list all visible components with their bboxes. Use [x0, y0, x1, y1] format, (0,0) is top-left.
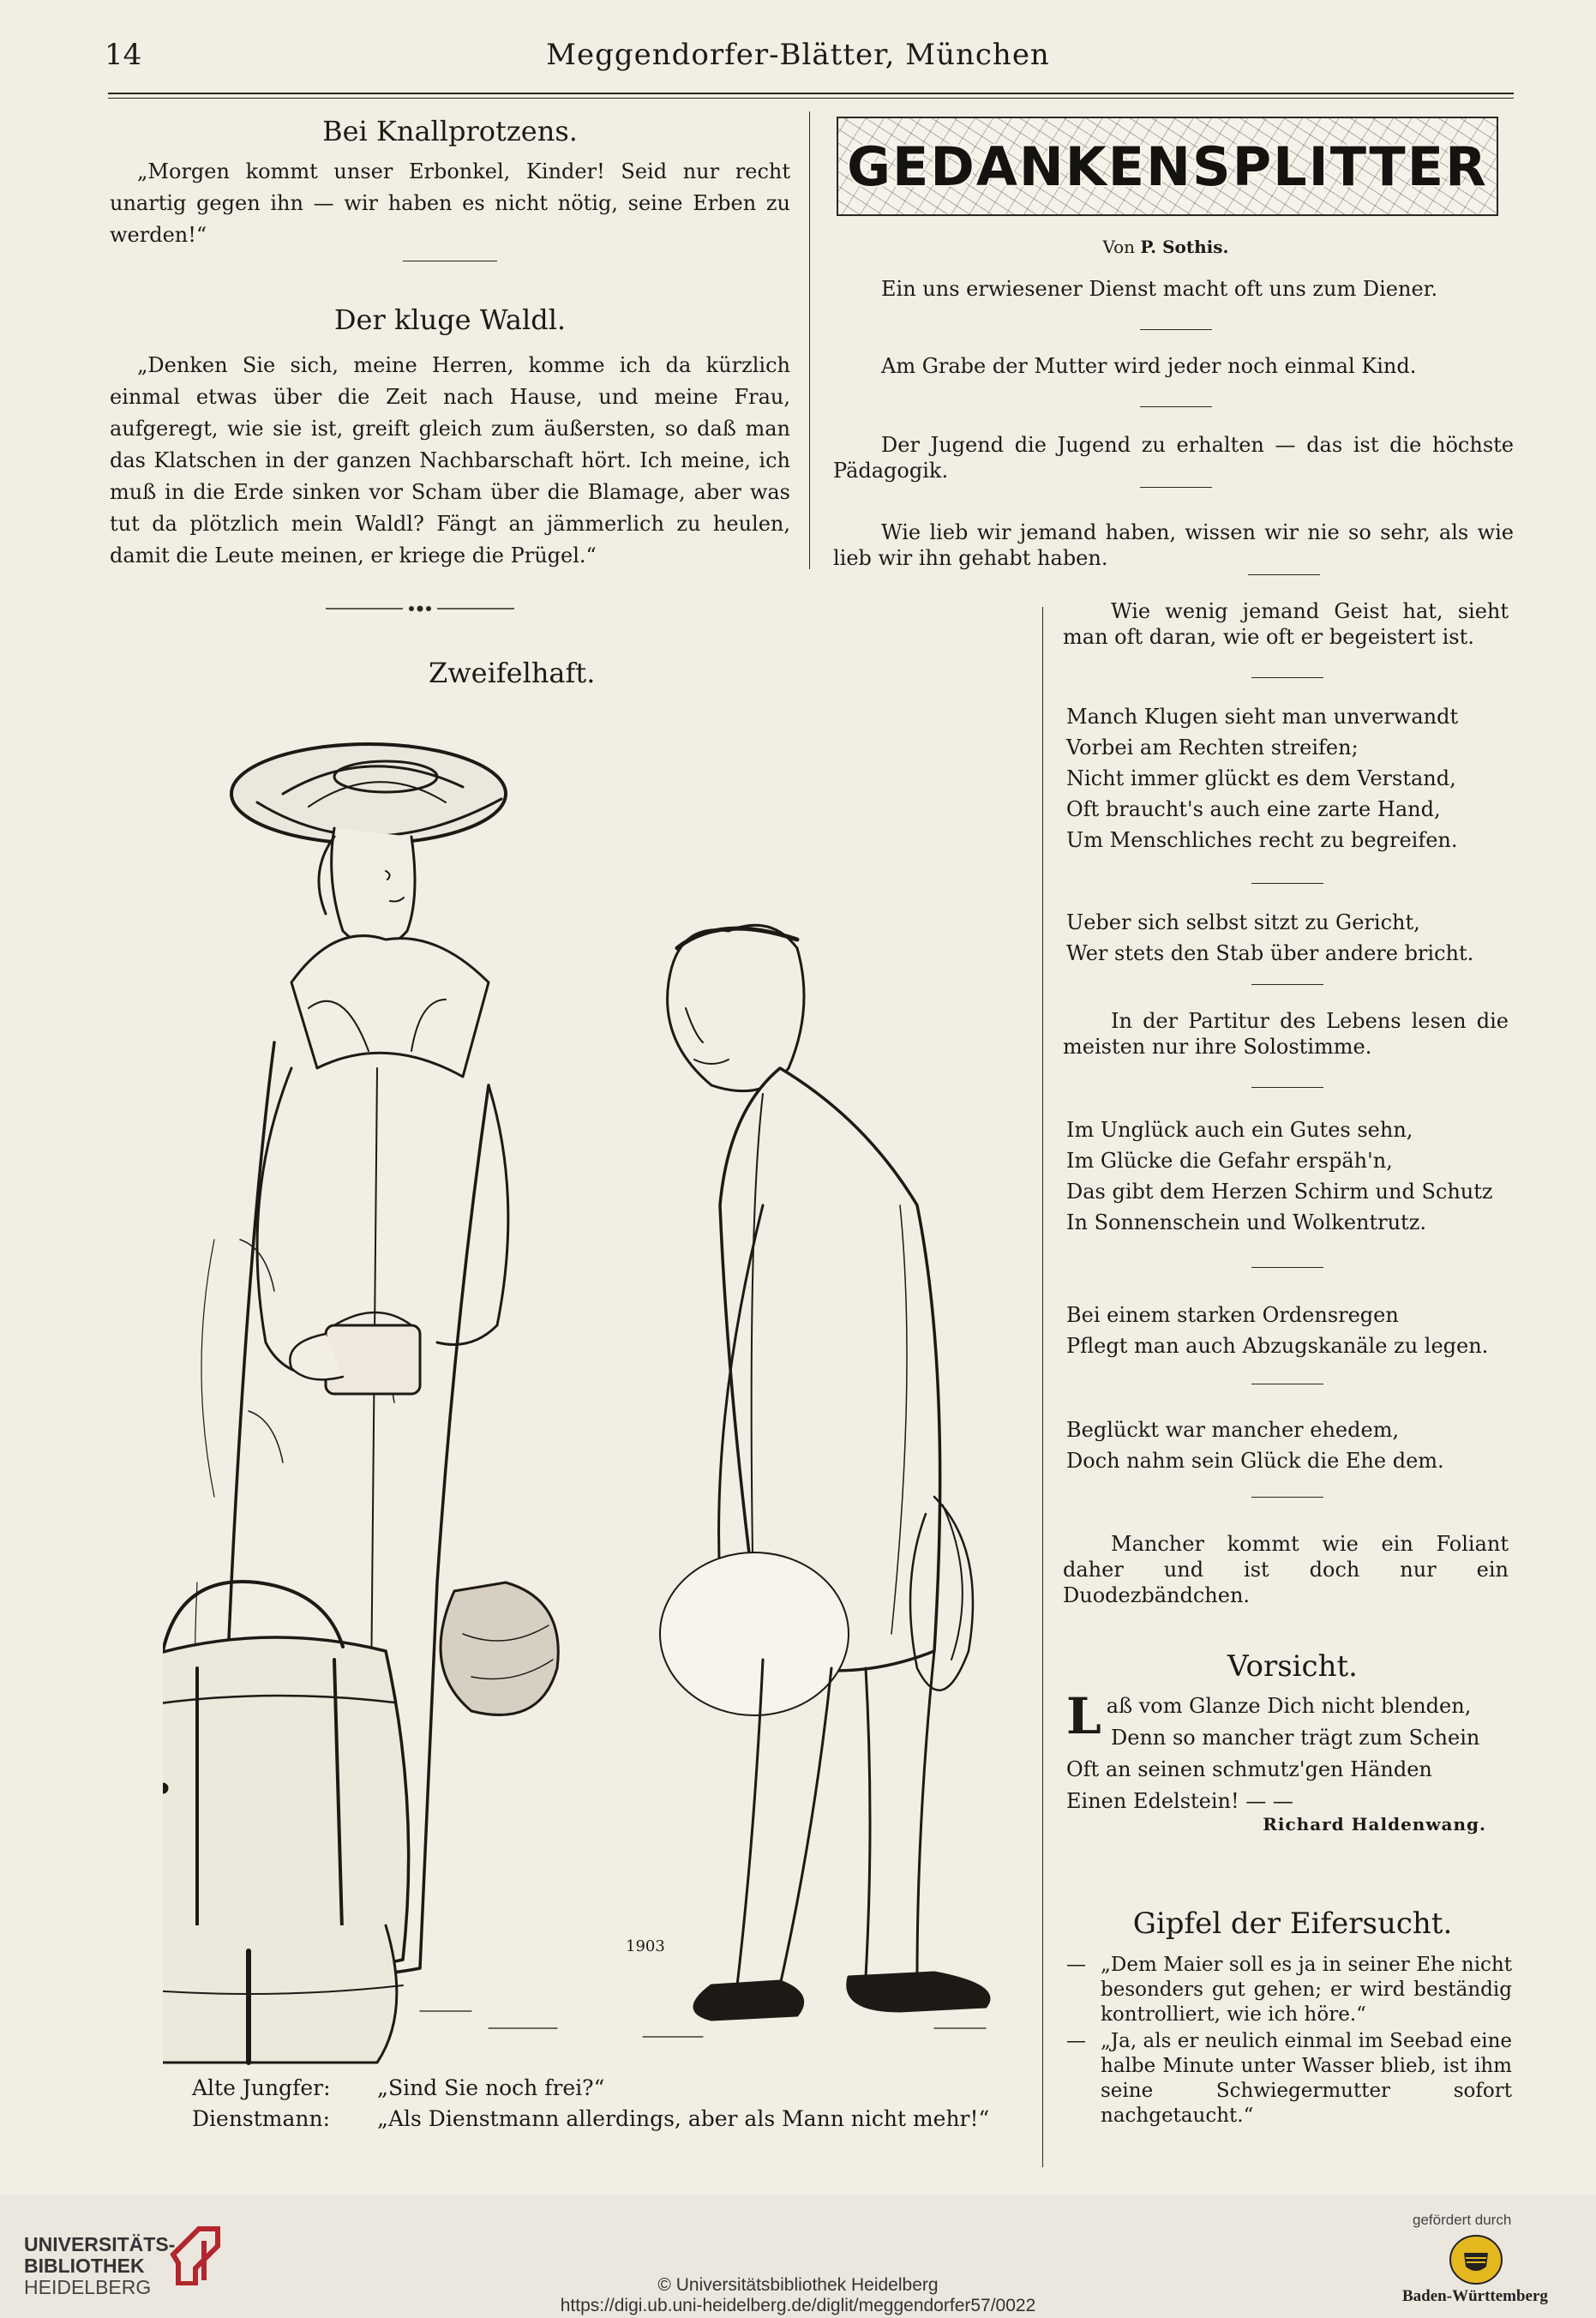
aphorism: Wie lieb wir jemand haben, wissen wir nie so sehr, als wie lieb wir ihn gehabt haben. [833, 520, 1514, 570]
caption-text: „Als Dienstmann allerdings, aber als Mann nicht mehr!“ [377, 2106, 990, 2131]
header-rule-thin [108, 98, 1514, 99]
caption-line-1 [192, 2073, 989, 2104]
library-name[interactable]: UNIVERSITÄTS- BIBLIOTHEK HEIDELBERG [24, 2233, 176, 2298]
dialogue-line: — „Ja, als er neulich einmal im Seebad eine halbe Minute unter Wasser blieb, ist ihm seine Schwiegermutter sofort nachgetaucht.“ [1066, 2030, 1512, 2127]
poem-title: Vorsicht. [1227, 1649, 1358, 1684]
verse-unglueck: Im Unglück auch ein Gutes sehn, Im Glücke die Gefahr erspäh'n, Das gibt dem Herzen Schirm und Schutz In Sonnenschein und Wolkentrutz. [1066, 1118, 1493, 1234]
permalink[interactable]: https://digi.ub.uni-heidelberg.de/diglit/meggendorfer57/0022 [560, 2296, 1036, 2315]
separator [1140, 329, 1212, 330]
banner-title: GEDANKENSPLITTER [847, 135, 1488, 198]
byline-author: P. Sothis. [1140, 237, 1229, 257]
caption-speaker: Dienstmann: [192, 2106, 331, 2131]
running-title: Meggendorfer-Blätter, München [546, 38, 1050, 72]
verse-klugen: Manch Klugen sieht man unverwandt Vorbei am Rechten streifen; Nicht immer glückt es dem Verstand, Oft braucht's auch eine zarte Hand, Um Menschliches recht zu begreifen. [1066, 705, 1459, 852]
poem-author: Richard Haldenwang. [1263, 1814, 1486, 1835]
page-number: 14 [105, 38, 142, 72]
poem-vorsicht: Laß vom Glanze Dich nicht blenden, Denn so mancher trägt zum Schein Oft an seinen schmutz'gen Händen Einen Edelstein! — — [1066, 1687, 1480, 1813]
aphorism: Mancher kommt wie ein Foliant daher und ist doch nur ein Duodezbändchen. [1063, 1532, 1509, 1607]
separator [1251, 1497, 1323, 1498]
caption-line-2 [192, 2104, 989, 2135]
hat-drawing [231, 744, 506, 844]
article-title: Gipfel der Eifersucht. [1132, 1907, 1453, 1941]
aphorism: Am Grabe der Mutter wird jeder noch einmal Kind. [881, 354, 1417, 378]
artist-signature: 1903 [626, 1937, 665, 1955]
separator [1248, 574, 1320, 575]
article-title: Der kluge Waldl. [333, 303, 567, 336]
aphorism: In der Partitur des Lebens lesen die meisten nur ihre Solostimme. [1063, 1009, 1509, 1059]
verse-orden: Bei einem starken Ordensregen Pflegt man auch Abzugskanäle zu legen. [1066, 1303, 1489, 1358]
gedankensplitter-banner [837, 117, 1498, 216]
article-gipfel [1066, 1953, 1512, 2130]
article-kluge-waldl [110, 303, 790, 572]
copyright: © Universitätsbibliothek Heidelberg [657, 2275, 939, 2295]
sponsor-label: gefördert durch [1413, 2212, 1512, 2228]
caption-text: „Sind Sie noch frei?“ [377, 2075, 605, 2100]
baden-wuerttemberg-crest-icon[interactable] [1449, 2234, 1503, 2285]
ornamental-separator [326, 604, 514, 614]
article-text: „Morgen kommt unser Erbonkel, Kinder! Seid nur recht unartig gegen ihn — wir haben es nicht nötig, seine Erben zu werden!“ [110, 159, 790, 247]
drop-cap: L [1066, 1687, 1101, 1745]
illustration-caption [192, 2073, 989, 2135]
article-title: Bei Knallprotzens. [322, 115, 578, 147]
byline: Von P. Sothis. [1102, 237, 1229, 257]
article-text: „Denken Sie sich, meine Herren, komme ich da kürzlich einmal etwas über die Zeit nach Hause, und meine Frau, aufgeregt, wie sie ist, greift gleich zum äußersten, so daß man das Klatschen in der ganzen Nachbarschaft hört. Ich meine, ich muß in die Erde sinken vor Scham über die Blamage, aber was tut da plötzlich mein Waldl? Fängt an jämmerlich zu heulen, damit die Leute meinen, er kriege die Prügel.“ [110, 353, 790, 567]
separator [1140, 406, 1212, 407]
aphorism: Wie wenig jemand Geist hat, sieht man oft daran, wie oft er begeistert ist. [1063, 599, 1509, 649]
header-rule [108, 93, 1514, 94]
caption-speaker: Alte Jungfer: [192, 2075, 331, 2100]
separator [1251, 1267, 1323, 1268]
aphorism: Ein uns erwiesener Dienst macht oft uns zum Diener. [881, 277, 1438, 301]
separator [1251, 677, 1323, 678]
column-divider [1042, 607, 1043, 2167]
viewer-footer [0, 2195, 1596, 2318]
dialogue-line: — „Dem Maier soll es ja in seiner Ehe nicht besonders gut gehen; er wird beständig kontrolliert, wie ich höre.“ [1066, 1954, 1512, 2026]
verse-gericht: Ueber sich selbst sitzt zu Gericht, Wer stets den Stab über andere bricht. [1066, 910, 1474, 965]
separator [1251, 1087, 1323, 1088]
separator [1140, 487, 1212, 488]
column-divider [809, 111, 810, 569]
separator [1251, 984, 1323, 985]
article-knallprotzens [110, 115, 790, 251]
illustration-title: Zweifelhaft. [429, 657, 596, 689]
verse-ehe: Beglückt war mancher ehedem, Doch nahm sein Glück die Ehe dem. [1066, 1418, 1444, 1473]
separator [1251, 883, 1323, 884]
sponsor-name: Baden-Württemberg [1402, 2287, 1548, 2305]
cartoon-illustration [163, 725, 1020, 2080]
aphorism: Der Jugend die Jugend zu erhalten — das ist die höchste Pädagogik. [833, 433, 1514, 483]
